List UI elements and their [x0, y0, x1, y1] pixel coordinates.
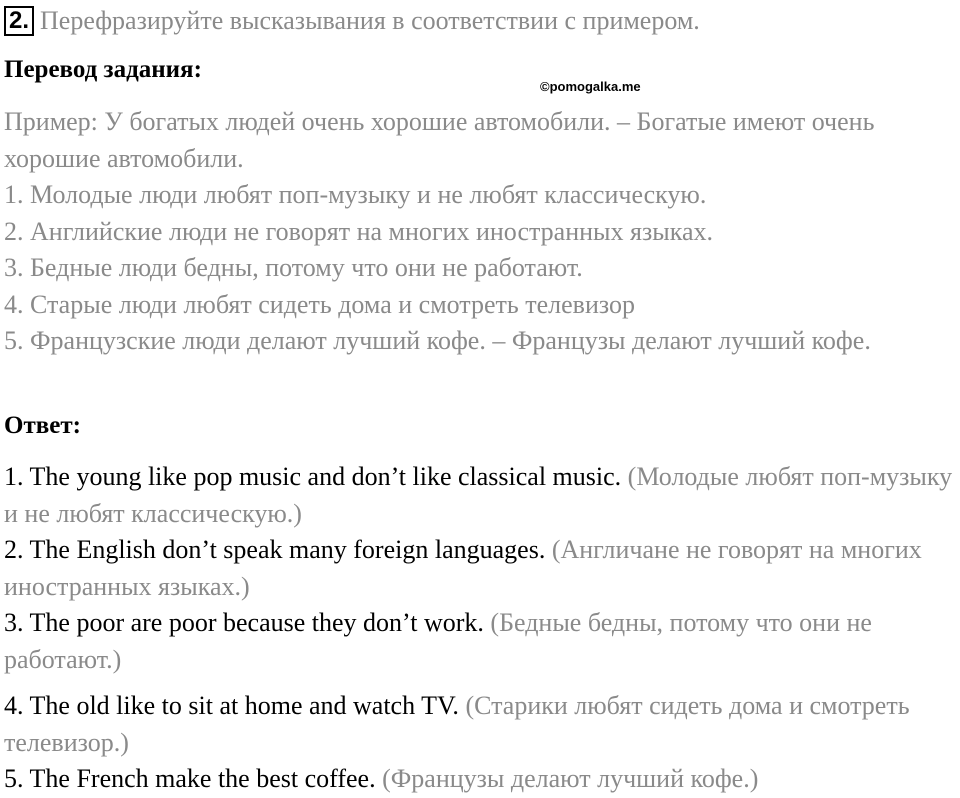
answer-russian: (Англичане не говорят на многих иностранных языках.) [4, 535, 922, 601]
translation-item: 2. Английские люди не говорят на многих иностранных языках. [4, 216, 713, 246]
answer-item [4, 532, 956, 605]
answer-item [4, 688, 956, 761]
translation-item: 1. Молодые люди любят поп-музыку и не любят классическую. [4, 180, 707, 209]
answer-item [4, 605, 956, 678]
translation-item: 3. Бедные люди бедны, потому что они не работают. [4, 253, 583, 282]
translation-heading: Перевод задания: [4, 56, 202, 83]
answer-heading: Ответ: [4, 412, 81, 439]
answer-item [4, 761, 956, 798]
exercise-header [4, 4, 700, 38]
answer-russian: (Старики любят сидеть дома и смотреть телевизор.) [4, 691, 910, 757]
answer-russian: (Молодые любят поп-музыку и не любят классическую.) [4, 462, 953, 528]
translation-item: 4. Старые люди любят сидеть дома и смотреть телевизор [4, 289, 635, 319]
answer-english: 2. The English don’t speak many foreign languages. [4, 535, 546, 564]
answer-english: 3. The poor are poor because they don’t work. [4, 608, 484, 637]
exercise-instruction: Перефразируйте высказывания в соответствии с примером. [40, 6, 700, 35]
translation-example: Пример: У богатых людей очень хорошие автомобили. – Богатые имеют очень хорошие автомобили. [4, 107, 875, 173]
answer-english: 5. The French make the best coffee. [4, 764, 376, 793]
exercise-number: 2. [4, 6, 34, 36]
answer-english: 1. The young like pop music and don’t like classical music. [4, 462, 622, 491]
answer-russian: (Бедные бедны, потому что они не работают.) [4, 608, 872, 674]
translation-block [4, 104, 954, 360]
watermark: ©pomogalka.me [540, 79, 641, 94]
translation-item: 5. Французские люди делают лучший кофе. – Французы делают лучший кофе. [4, 326, 871, 355]
answer-item [4, 459, 956, 532]
answer-english: 4. The old like to sit at home and watch TV. [4, 691, 459, 720]
answer-russian: (Французы делают лучший кофе.) [375, 764, 759, 793]
